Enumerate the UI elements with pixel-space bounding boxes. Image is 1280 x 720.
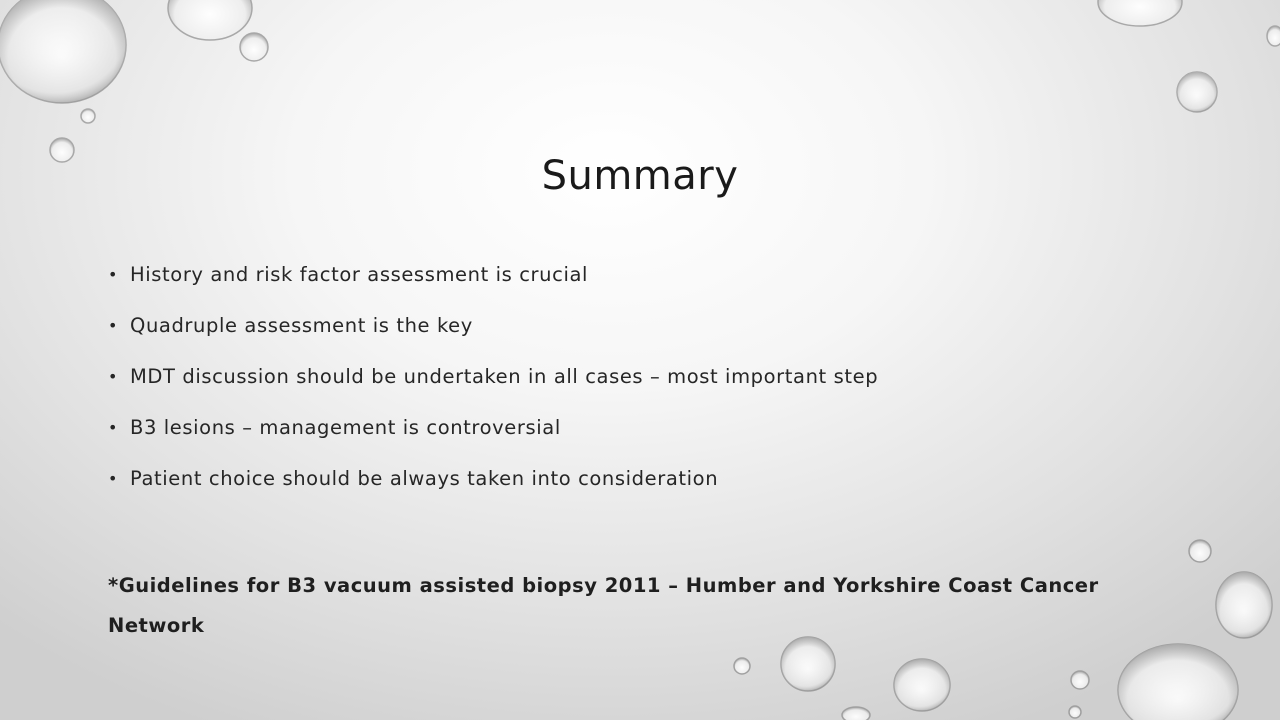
bullet-text: MDT discussion should be undertaken in all cases – most important step <box>130 365 879 388</box>
droplet-cluster-bottom-center <box>734 637 950 720</box>
bullet-item <box>108 411 1108 462</box>
bullet-item <box>108 309 1108 360</box>
bullet-dot-icon: • <box>108 265 119 284</box>
bullet-dot-icon: • <box>108 469 119 488</box>
bullet-text: Quadruple assessment is the key <box>130 314 473 337</box>
slide-title: Summary <box>541 152 739 199</box>
bullet-item <box>108 258 1108 309</box>
summary-bullet-list <box>108 258 1108 513</box>
bullet-text: B3 lesions – management is controversial <box>130 416 561 439</box>
bullet-text: History and risk factor assessment is crucial <box>130 263 589 286</box>
droplet-cluster-top-right <box>1098 0 1280 112</box>
droplet-cluster-top-left <box>0 0 268 162</box>
bullet-dot-icon: • <box>108 367 119 386</box>
bullet-dot-icon: • <box>108 316 119 335</box>
bullet-text: Patient choice should be always taken into consideration <box>130 467 719 490</box>
bullet-dot-icon: • <box>108 418 119 437</box>
guidelines-reference-note: *Guidelines for B3 vacuum assisted biopsy 2011 – Humber and Yorkshire Coast Cancer Network <box>108 574 1099 637</box>
bullet-item <box>108 360 1108 411</box>
bullet-item <box>108 462 1108 513</box>
